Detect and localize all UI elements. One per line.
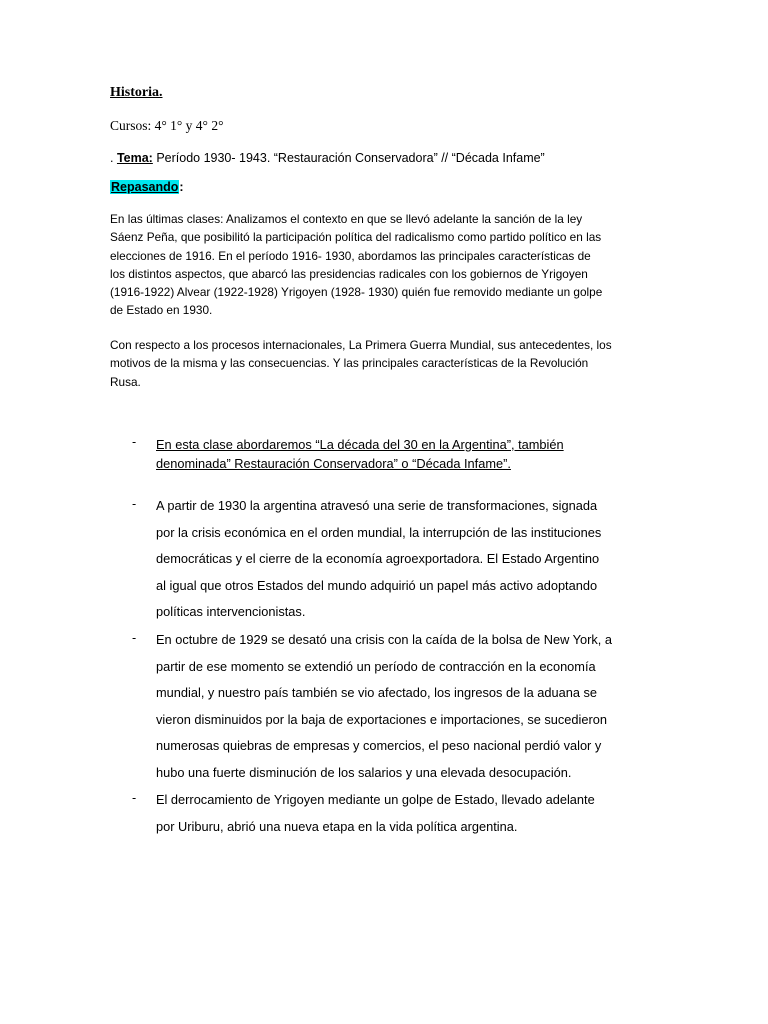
paragraph-line: de Estado en 1930. [110,303,213,318]
bullet-line: partir de ese momento se extendió un período de contracción en la economía [156,658,596,674]
paragraph-line: Con respecto a los procesos internacionales, La Primera Guerra Mundial, sus antecedentes, los [110,338,612,352]
bullet-marker: - [132,631,137,645]
bullet-line: El derrocamiento de Yrigoyen mediante un golpe de Estado, llevado adelante [156,792,595,807]
bullet-line: por la crisis económica en el orden mundial, la interrupción de las instituciones [156,524,602,540]
bullet-marker: - [132,497,137,511]
bullet-line: al igual que otros Estados del mundo adquirió un papel más activo adoptando [156,577,598,593]
bullet-line: democráticas y el cierre de la economía agroexportadora. El Estado Argentino [156,551,600,567]
paragraph-line: elecciones de 1916. En el período 1916- 1930, abordamos las principales características de [110,248,591,263]
paragraph-line: motivos de la misma y las consecuencias. Y las principales características de la Revolución [110,356,589,371]
review-colon: : [179,180,184,194]
bullet-line: mundial, y nuestro país también se vio afectado, los ingresos de la aduana se [156,685,598,701]
topic-label: Tema: [116,151,153,165]
courses-line: Cursos: 4° 1° y 4° 2° [110,118,224,133]
paragraph-line: (1916-1922) Alvear (1922-1928) Yrigoyen (1928- 1930) quién fue removido mediante un golpe [110,285,603,300]
topic-line [110,151,545,165]
paragraph-line: Sáenz Peña, que posibilitó la participación política del radicalismo como partido político en las [110,230,602,245]
bullet-text [156,435,676,473]
paragraph-line: En las últimas clases: Analizamos el contexto en que se llevó adelante la sanción de la ley [110,212,583,226]
bullet-line: A partir de 1930 la argentina atravesó una serie de transformaciones, signada [156,498,598,513]
paragraph-line: Rusa. [110,374,141,389]
bullet-line: En octubre de 1929 se desató una crisis con la caída de la bolsa de New York, a [156,632,613,647]
paragraph-line: los distintos aspectos, que abarcó las presidencias radicales con los gobiernos de Yrigoyen [110,266,588,281]
bullet-text [156,493,676,626]
topic-prefix: . [110,151,117,165]
review-label-highlighted: Repasando [111,180,179,194]
bullet-line: En esta clase abordaremos “La década del 30 en la Argentina”, también [156,437,564,452]
intro-paragraph [110,210,660,320]
bullet-line: hubo una fuerte disminución de los salarios y una elevada desocupación. [156,764,572,780]
bullet-marker: - [132,791,137,805]
bullet-marker: - [132,435,137,449]
review-heading [110,180,184,194]
international-paragraph [110,336,660,391]
document-title: Historia. [110,85,163,100]
bullet-line: políticas intervencionistas. [156,604,306,620]
bullet-text [156,787,676,840]
bullet-line: numerosas quiebras de empresas y comercios, el peso nacional perdió valor y [156,738,602,754]
bullet-line: por Uriburu, abrió una nueva etapa en la vida política argentina. [156,818,518,834]
topic-text: Período 1930- 1943. “Restauración Conservadora” // “Década Infame” [152,151,545,165]
bullet-text [156,627,676,787]
bullet-line: denominada” Restauración Conservadora” o “Década Infame”. [156,456,511,471]
bullet-line: vieron disminuidos por la baja de exportaciones e importaciones, se sucedieron [156,711,607,727]
